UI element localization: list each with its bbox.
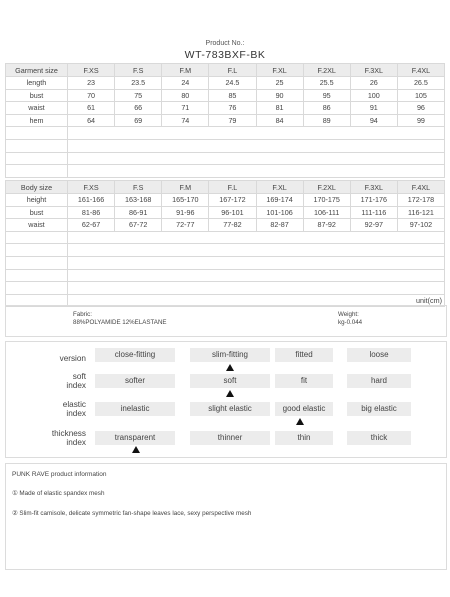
table-cell: 81-86	[68, 206, 115, 219]
table-cell: 96-101	[209, 206, 256, 219]
table-cell: 79	[209, 114, 256, 127]
table-cell: 80	[162, 89, 209, 102]
table-cell: 23.5	[115, 77, 162, 90]
table-cell: 69	[115, 114, 162, 127]
product-info-line: ② Slim-fit camisole, delicate symmetric fan-shape leaves lace, sexy perspective mesh	[12, 510, 252, 517]
table-cell: 165-170	[162, 194, 209, 207]
table-cell: 167-172	[209, 194, 256, 207]
table-header-cell: F.3XL	[350, 64, 397, 77]
option-transparent: transparent	[95, 431, 175, 445]
row-label: length	[6, 77, 68, 90]
table-cell: 94	[350, 114, 397, 127]
table-cell: 66	[115, 102, 162, 115]
row-label: bust	[6, 206, 68, 219]
attribute-label-thickness: thickness index	[51, 429, 86, 447]
table-cell: 26.5	[397, 77, 444, 90]
option-softer: softer	[95, 374, 175, 388]
table-cell: 106-111	[303, 206, 350, 219]
table-cell: 24	[162, 77, 209, 90]
table-header-cell: F.4XL	[397, 181, 444, 194]
table-cell: 91	[350, 102, 397, 115]
table-cell: 169-174	[256, 194, 303, 207]
option-soft: soft	[190, 374, 270, 388]
empty-row	[6, 282, 445, 295]
table-cell: 91-96	[162, 206, 209, 219]
table-cell: 77-82	[209, 219, 256, 232]
attribute-label-soft: soft index	[66, 372, 86, 390]
empty-cell	[6, 231, 68, 244]
table-cell: 24.5	[209, 77, 256, 90]
product-info-line: ① Made of elastic spandex mesh	[12, 490, 105, 497]
empty-cell	[68, 231, 445, 244]
table-cell: 105	[397, 89, 444, 102]
empty-cell	[68, 152, 445, 165]
empty-row	[6, 152, 445, 165]
weight-title: Weight:	[338, 311, 359, 318]
table-header-cell: F.2XL	[303, 181, 350, 194]
table-header-cell: Garment size	[6, 64, 68, 77]
table-cell: 81	[256, 102, 303, 115]
table-header-cell: F.M	[162, 181, 209, 194]
table-cell: 67-72	[115, 219, 162, 232]
empty-cell	[6, 152, 68, 165]
empty-cell	[68, 256, 445, 269]
selected-marker-icon	[226, 364, 234, 371]
row-label: hem	[6, 114, 68, 127]
fabric-title: Fabric:	[73, 311, 92, 318]
selected-marker-icon	[296, 418, 304, 425]
table-cell: 90	[256, 89, 303, 102]
table-cell: 87-92	[303, 219, 350, 232]
table-row	[6, 206, 445, 219]
table-row	[6, 102, 445, 115]
table-header-row	[6, 181, 445, 194]
empty-row	[6, 231, 445, 244]
option-slim-fitting: slim-fitting	[190, 348, 270, 362]
table-cell: 170-175	[303, 194, 350, 207]
body-size-table	[5, 180, 445, 307]
unit-label: unit(cm)	[68, 294, 445, 307]
option-good-elastic: good elastic	[275, 402, 333, 416]
empty-cell	[6, 165, 68, 178]
table-header-cell: F.XS	[68, 181, 115, 194]
table-header-cell: F.XS	[68, 64, 115, 77]
table-cell: 99	[397, 114, 444, 127]
table-cell: 82-87	[256, 219, 303, 232]
option-slight-elastic: slight elastic	[190, 402, 270, 416]
selected-marker-icon	[132, 446, 140, 453]
empty-cell	[6, 244, 68, 257]
fabric-value: 88%POLYAMIDE 12%ELASTANE	[73, 319, 167, 326]
table-header-cell: F.2XL	[303, 64, 350, 77]
table-header-cell: F.3XL	[350, 181, 397, 194]
fabric-weight-panel	[5, 305, 447, 337]
table-header-cell: F.S	[115, 181, 162, 194]
row-label: waist	[6, 102, 68, 115]
table-row	[6, 89, 445, 102]
table-cell: 76	[209, 102, 256, 115]
table-row	[6, 114, 445, 127]
empty-cell	[68, 244, 445, 257]
table-cell: 61	[68, 102, 115, 115]
table-header-cell: F.XL	[256, 181, 303, 194]
row-label: height	[6, 194, 68, 207]
empty-row	[6, 139, 445, 152]
table-cell: 101-106	[256, 206, 303, 219]
selected-marker-icon	[226, 390, 234, 397]
option-thinner: thinner	[190, 431, 270, 445]
table-cell: 92-97	[350, 219, 397, 232]
option-thin: thin	[275, 431, 333, 445]
empty-row	[6, 244, 445, 257]
table-cell: 64	[68, 114, 115, 127]
empty-cell	[68, 282, 445, 295]
table-cell: 116-121	[397, 206, 444, 219]
table-row	[6, 194, 445, 207]
table-cell: 86	[303, 102, 350, 115]
table-cell: 75	[115, 89, 162, 102]
empty-cell	[6, 139, 68, 152]
table-cell: 97-102	[397, 219, 444, 232]
table-cell: 172-178	[397, 194, 444, 207]
row-label: waist	[6, 219, 68, 232]
table-cell: 111-116	[350, 206, 397, 219]
empty-cell	[6, 127, 68, 140]
table-row	[6, 77, 445, 90]
table-header-row	[6, 64, 445, 77]
empty-cell	[6, 282, 68, 295]
option-close-fitting: close-fitting	[95, 348, 175, 362]
table-cell: 25	[256, 77, 303, 90]
table-header-cell: F.L	[209, 64, 256, 77]
garment-size-table	[5, 63, 445, 178]
empty-row	[6, 165, 445, 178]
table-row	[6, 219, 445, 232]
table-cell: 70	[68, 89, 115, 102]
table-cell: 171-176	[350, 194, 397, 207]
empty-cell	[68, 269, 445, 282]
row-label: bust	[6, 89, 68, 102]
table-cell: 84	[256, 114, 303, 127]
option-thick: thick	[347, 431, 411, 445]
table-cell: 26	[350, 77, 397, 90]
table-cell: 96	[397, 102, 444, 115]
table-cell: 25.5	[303, 77, 350, 90]
empty-row	[6, 269, 445, 282]
product-info-title: PUNK RAVE product information	[12, 471, 107, 478]
table-cell: 161-166	[68, 194, 115, 207]
table-cell: 23	[68, 77, 115, 90]
empty-cell	[68, 127, 445, 140]
option-loose: loose	[347, 348, 411, 362]
table-header-cell: F.S	[115, 64, 162, 77]
table-cell: 89	[303, 114, 350, 127]
table-cell: 95	[303, 89, 350, 102]
attribute-label-elastic: elastic index	[62, 400, 86, 418]
table-cell: 72-77	[162, 219, 209, 232]
table-header-cell: F.L	[209, 181, 256, 194]
table-cell: 86-91	[115, 206, 162, 219]
product-number-label: Product No.:	[205, 40, 245, 47]
table-header-cell: F.4XL	[397, 64, 444, 77]
weight-value: kg-0.044	[338, 319, 363, 326]
table-cell: 71	[162, 102, 209, 115]
empty-cell	[6, 269, 68, 282]
table-header-cell: F.XL	[256, 64, 303, 77]
table-cell: 163-168	[115, 194, 162, 207]
option-big-elastic: big elastic	[347, 402, 411, 416]
empty-cell	[68, 139, 445, 152]
option-inelastic: inelastic	[95, 402, 175, 416]
empty-cell	[6, 256, 68, 269]
table-cell: 100	[350, 89, 397, 102]
table-cell: 74	[162, 114, 209, 127]
empty-row	[6, 256, 445, 269]
empty-row	[6, 127, 445, 140]
table-header-cell: F.M	[162, 64, 209, 77]
table-cell: 85	[209, 89, 256, 102]
option-hard: hard	[347, 374, 411, 388]
table-header-cell: Body size	[6, 181, 68, 194]
empty-cell	[68, 165, 445, 178]
option-fit: fit	[275, 374, 333, 388]
option-fitted: fitted	[275, 348, 333, 362]
attribute-label-version: version	[59, 354, 86, 363]
product-number: WT-783BXF-BK	[184, 49, 266, 61]
table-cell: 62-67	[68, 219, 115, 232]
